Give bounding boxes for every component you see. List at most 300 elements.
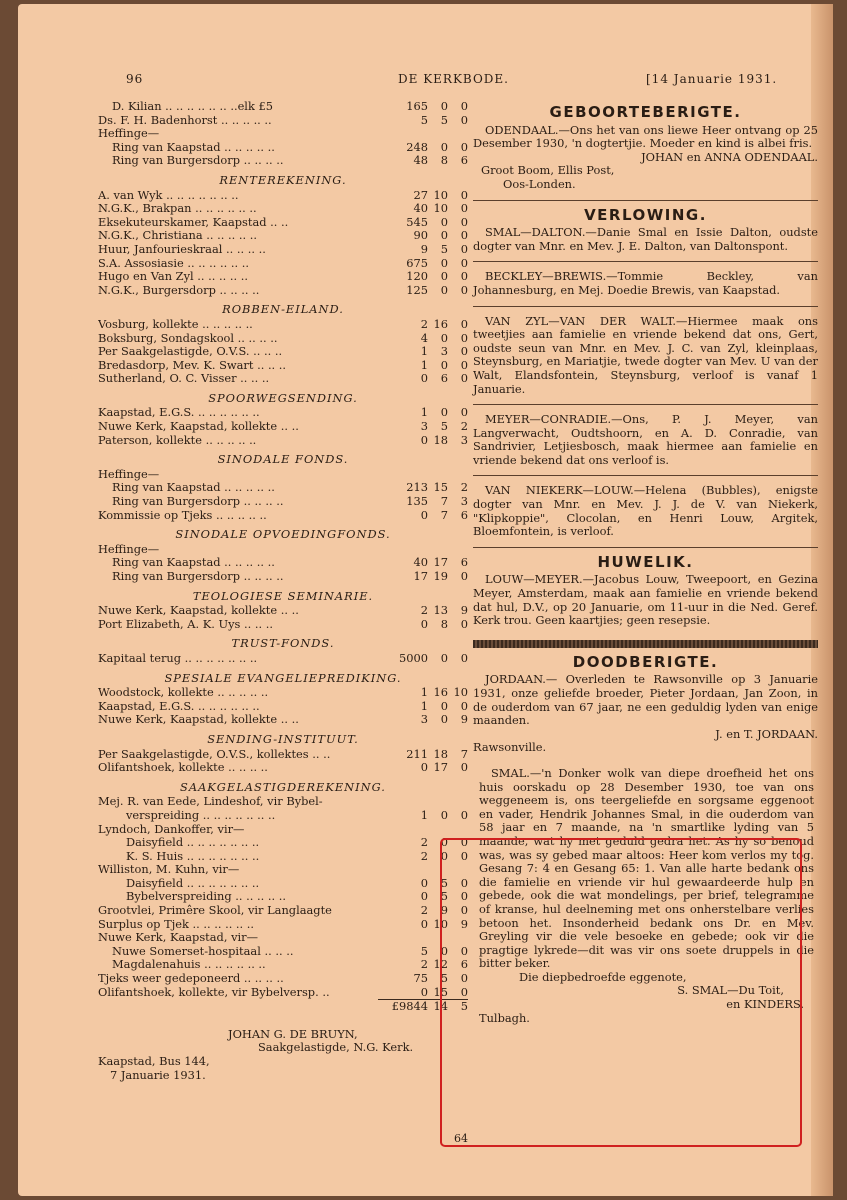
signatory-name: JOHAN G. DE BRUYN, <box>228 1026 358 1041</box>
wedding-notice: LOUW—MEYER.—Jacobus Louw, Tweepoort, en Gezina Meyer, Amsterdam, maak aan famielie en vriende bekend dat hul, D.V., op 20 Januarie, om 11-uur in die Ned. Geref. Kerk trou. Geen kaartjies; geen resepsie. <box>473 572 818 628</box>
account-amount <box>386 406 468 420</box>
amount-pounds: 90 <box>413 228 428 243</box>
death-notice-smal-signature-1: S. SMAL—Du Toit, <box>677 983 784 998</box>
wedding-heading: HUWELIK. <box>597 552 694 571</box>
account-section-title: RENTEREKENING. <box>219 172 347 187</box>
account-amount <box>386 270 468 284</box>
account-amount <box>386 154 468 168</box>
amount-pounds: 75 <box>413 971 428 986</box>
account-label: Port Elizabeth, A. K. Uys .. .. .. <box>98 617 273 631</box>
account-row <box>98 318 468 332</box>
amount-pounds: 0 <box>420 507 428 522</box>
account-row <box>98 202 468 216</box>
amount-shillings: 17 <box>433 760 448 775</box>
account-section-title: TEOLOGIESE SEMINARIE. <box>192 588 374 603</box>
printer-mark: 64 <box>454 1132 468 1145</box>
highlight-box <box>440 835 802 1147</box>
account-row <box>98 972 468 986</box>
accounts-total-row <box>98 1000 468 1014</box>
amount-shillings: 7 <box>440 494 448 509</box>
amount-pounds <box>386 823 428 837</box>
account-label: Ring van Kaapstad .. .. .. .. .. <box>112 481 275 495</box>
amount-pounds <box>386 863 428 877</box>
total-pence: 5 <box>460 999 468 1014</box>
account-row <box>98 836 468 850</box>
amount-pence: 0 <box>460 875 468 890</box>
account-row <box>98 345 468 359</box>
amount-shillings: 6 <box>440 371 448 386</box>
account-row <box>98 700 468 714</box>
amount-pounds: 125 <box>406 282 428 297</box>
engagement-notice: SMAL—DALTON.—Danie Smal en Issie Dalton, oudste dogter van Mnr. en Mev. J. E. Dalton, van Daltonspont. <box>473 225 818 253</box>
amount-pounds: 40 <box>413 555 428 570</box>
account-label: Ring van Kaapstad .. .. .. .. .. <box>112 556 275 570</box>
amount-pence: 0 <box>460 99 468 113</box>
amount-shillings: 0 <box>440 99 448 113</box>
amount-pence: 0 <box>460 241 468 256</box>
account-label: Surplus op Tjek .. .. .. .. .. .. <box>98 917 255 931</box>
amount-pounds: 3 <box>420 419 428 434</box>
account-label: Mej. R. van Eede, Lindeshof, vir Bybel- <box>98 795 323 809</box>
amount-pence: 0 <box>460 112 468 127</box>
amount-shillings: 7 <box>440 507 448 522</box>
account-label: Ring van Burgersdorp .. .. .. .. <box>112 154 284 168</box>
account-label: N.G.K., Burgersdorp .. .. .. .. <box>98 283 260 297</box>
account-label: Heffinge— <box>98 127 160 141</box>
account-amount <box>386 509 468 523</box>
account-row <box>98 904 468 918</box>
account-label: Eksekuteurskamer, Kaapstad .. .. <box>98 215 289 229</box>
amount-pounds: 5 <box>420 112 428 127</box>
amount-shillings: 0 <box>440 698 448 713</box>
account-amount <box>386 420 468 434</box>
amount-pounds: 1 <box>420 405 428 420</box>
amount-pounds: 0 <box>420 875 428 890</box>
account-label: Hugo en Van Zyl .. .. .. .. .. <box>98 270 248 284</box>
amount-pence: 0 <box>460 282 468 297</box>
amount-pence: 9 <box>460 712 468 727</box>
account-label: S.A. Assosiasie .. .. .. .. .. .. <box>98 256 249 270</box>
amount-pence: 0 <box>460 903 468 918</box>
account-label: N.G.K., Christiana .. .. .. .. .. <box>98 229 257 243</box>
amount-pence: 0 <box>460 255 468 270</box>
account-label: Tjeks weer gedeponeerd .. .. .. .. <box>98 972 284 986</box>
amount-pounds: 9 <box>420 241 428 256</box>
death-notice-smal-closing: Die diepbedroefde eggenote, <box>519 969 687 984</box>
amount-shillings: 0 <box>440 282 448 297</box>
amount-shillings: 5 <box>440 241 448 256</box>
amount-shillings: 18 <box>433 746 448 761</box>
account-label: Olifantshoek, kollekte .. .. .. .. <box>98 761 268 775</box>
amount-shillings: 0 <box>440 807 448 822</box>
account-amount <box>386 795 468 809</box>
account-section-title: SINODALE OPVOEDINGFONDS. <box>175 527 391 542</box>
account-row <box>98 332 468 346</box>
account-row <box>98 823 468 837</box>
account-label: Ring van Burgersdorp .. .. .. .. <box>112 495 284 509</box>
account-amount <box>386 761 468 775</box>
amount-shillings <box>428 127 448 141</box>
amount-pounds: 2 <box>420 903 428 918</box>
account-label: A. van Wyk .. .. .. .. .. .. .. <box>98 188 239 202</box>
amount-pounds: 248 <box>406 139 428 154</box>
amount-pence: 6 <box>460 507 468 522</box>
amount-shillings: 0 <box>440 848 448 863</box>
issue-date: [14 Januarie 1931. <box>646 72 778 86</box>
amount-pence: 0 <box>460 357 468 372</box>
amount-shillings: 0 <box>440 269 448 284</box>
amount-shillings: 16 <box>433 316 448 331</box>
account-label: Kommissie op Tjeks .. .. .. .. .. <box>98 508 267 522</box>
amount-shillings: 16 <box>433 685 448 700</box>
account-amount <box>386 359 468 373</box>
amount-pence: 0 <box>460 405 468 420</box>
account-amount <box>386 216 468 230</box>
divider <box>473 404 818 405</box>
account-row <box>98 495 468 509</box>
amount-shillings: 0 <box>440 357 448 372</box>
amount-pence: 0 <box>460 616 468 631</box>
account-row <box>98 154 468 168</box>
account-label: Williston, M. Kuhn, vir— <box>98 863 240 877</box>
amount-pounds: 5000 <box>399 650 428 665</box>
account-amount <box>386 141 468 155</box>
divider <box>473 200 818 201</box>
amount-shillings <box>428 823 448 837</box>
amount-pence: 0 <box>460 971 468 986</box>
births-heading: GEBOORTEBERIGTE. <box>549 103 742 121</box>
account-label: Bybelverspreiding .. .. .. .. .. <box>126 890 286 904</box>
account-row <box>98 189 468 203</box>
account-amount <box>386 652 468 666</box>
account-amount <box>386 345 468 359</box>
account-label: D. Kilian .. .. .. .. .. .. ..elk £5 <box>112 100 273 113</box>
account-label: Huur, Janfourieskraal .. .. .. .. <box>98 242 266 256</box>
account-label: Ds. F. H. Badenhorst .. .. .. .. .. <box>98 113 272 127</box>
account-label: Daisyfield .. .. .. .. .. .. .. <box>126 876 260 890</box>
amount-pence: 0 <box>460 650 468 665</box>
birth-notice-address-2: Oos-Londen. <box>503 176 576 191</box>
amount-pounds: 0 <box>420 616 428 631</box>
engagement-notice: VAN ZYL—VAN DER WALT.—Hiermee maak ons tweetjies aan famielie en vriende bekend dat ons, Gert, oudste seun van Mnr. en Mev. J. C. van Zyl, kleinplaas, Steynsburg, en Mariatjie, twede dogter van Mev. U van der Walt, Elandsfontein, Steynsburg, verloof is vanaf 1 Januarie. <box>473 313 818 396</box>
death-notice-smal-place: Tulbagh. <box>479 1010 530 1025</box>
amount-shillings: 10 <box>433 916 448 931</box>
birth-notice: ODENDAAL.—Ons het van ons liewe Heer ontvang op 25 Desember 1930, 'n dogtertjie. Moeder en kind is albei fris. <box>473 122 818 151</box>
account-row <box>98 604 468 618</box>
amount-pence: 0 <box>460 943 468 958</box>
account-amount <box>386 284 468 298</box>
account-amount <box>386 556 468 570</box>
amount-shillings <box>428 795 448 809</box>
amount-pence: 9 <box>460 916 468 931</box>
account-row <box>98 141 468 155</box>
account-amount <box>386 700 468 714</box>
account-amount <box>386 318 468 332</box>
amount-shillings: 0 <box>440 943 448 958</box>
amount-shillings: 0 <box>440 255 448 270</box>
divider <box>473 306 818 307</box>
amount-pounds: 1 <box>420 344 428 359</box>
account-section-title: SINODALE FONDS. <box>217 452 349 467</box>
account-amount <box>386 686 468 700</box>
account-section-title: ROBBEN-EILAND. <box>222 302 344 317</box>
amount-pounds: 0 <box>420 889 428 904</box>
account-row <box>98 761 468 775</box>
amount-pence <box>448 823 468 837</box>
amount-shillings: 10 <box>433 201 448 216</box>
account-label: Nuwe Kerk, Kaapstad, kollekte .. .. <box>98 420 299 434</box>
account-label: Sutherland, O. C. Visser .. .. .. <box>98 372 270 386</box>
amount-pence <box>448 543 468 557</box>
account-amount <box>386 468 468 482</box>
amount-pence: 0 <box>460 344 468 359</box>
amount-pence: 0 <box>460 316 468 331</box>
account-label: Heffinge— <box>98 542 160 556</box>
amount-pence <box>448 795 468 809</box>
account-row <box>98 243 468 257</box>
amount-pounds: 135 <box>406 494 428 509</box>
amount-shillings: 0 <box>440 712 448 727</box>
account-row <box>98 877 468 891</box>
account-amount <box>386 229 468 243</box>
account-row <box>98 618 468 632</box>
account-label: verspreiding .. .. .. .. .. .. .. <box>126 808 276 822</box>
account-row <box>98 556 468 570</box>
account-label: Nuwe Kerk, Kaapstad, vir— <box>98 931 258 945</box>
amount-pence: 0 <box>460 569 468 583</box>
amount-pounds: 4 <box>420 330 428 345</box>
amount-pence: 0 <box>460 835 468 850</box>
account-section-title: SPESIALE EVANGELIEPREDIKING. <box>164 670 402 685</box>
amount-pounds <box>386 931 428 945</box>
account-row <box>98 931 468 945</box>
engagement-notice: BECKLEY—BREWIS.—Tommie Beckley, van Johannesburg, en Mej. Doedie Brewis, van Kaapstad. <box>473 269 818 297</box>
account-label: Kapitaal terug .. .. .. .. .. .. .. <box>98 651 258 665</box>
decorative-band <box>473 640 818 648</box>
account-label: Nuwe Somerset-hospitaal .. .. .. <box>112 944 294 958</box>
account-row <box>98 652 468 666</box>
amount-shillings: 19 <box>433 569 448 583</box>
amount-shillings: 0 <box>440 139 448 154</box>
amount-shillings: 5 <box>440 875 448 890</box>
account-label: Lyndoch, Dankoffer, vir— <box>98 822 245 836</box>
total-shillings: 14 <box>433 999 448 1014</box>
engagement-notices <box>473 226 818 548</box>
amount-shillings: 0 <box>440 228 448 243</box>
amount-shillings: 15 <box>433 984 448 999</box>
accounts-sections <box>98 174 468 999</box>
signatory-date: 7 Januarie 1931. <box>110 1067 206 1082</box>
account-row <box>98 468 468 482</box>
amount-pence: 2 <box>460 480 468 495</box>
amount-pounds: 165 <box>406 99 428 113</box>
amount-pounds: 0 <box>420 916 428 931</box>
account-row <box>98 372 468 386</box>
amount-pounds: 27 <box>413 187 428 202</box>
engagement-notice: MEYER—CONRADIE.—Ons, P. J. Meyer, van Langverwacht, Oudtshoorn, en A. D. Conradie, van Sandrivier, Letjiesbosch, maak hiermee aan famielie en vriende bekend dat ons verloof is. <box>473 412 818 467</box>
account-label: Ring van Burgersdorp .. .. .. .. <box>112 570 284 583</box>
amount-pounds <box>386 795 428 809</box>
amount-pence: 10 <box>453 685 468 700</box>
account-row <box>98 543 468 557</box>
account-amount <box>386 243 468 257</box>
amount-pounds: 0 <box>420 432 428 447</box>
account-amount <box>386 202 468 216</box>
account-amount <box>386 481 468 495</box>
account-row <box>98 420 468 434</box>
amount-pounds: 0 <box>420 760 428 775</box>
account-row <box>98 713 468 727</box>
account-row <box>98 127 468 141</box>
amount-shillings: 12 <box>433 957 448 972</box>
account-row <box>98 986 468 1000</box>
account-label: Bredasdorp, Mev. K. Swart .. .. .. <box>98 358 287 372</box>
amount-pounds: 213 <box>406 480 428 495</box>
amount-pence: 0 <box>460 760 468 775</box>
amount-pounds: 2 <box>420 603 428 618</box>
amount-shillings: 0 <box>440 650 448 665</box>
account-row <box>98 748 468 762</box>
amount-pence: 0 <box>460 371 468 386</box>
account-amount <box>386 823 468 837</box>
account-row <box>98 509 468 523</box>
amount-pounds: 48 <box>413 153 428 168</box>
amount-shillings: 10 <box>433 187 448 202</box>
amount-pence: 0 <box>460 848 468 863</box>
amount-pounds: 1 <box>420 698 428 713</box>
account-row <box>98 570 468 584</box>
amount-pence: 0 <box>460 984 468 999</box>
amount-pence: 0 <box>460 201 468 216</box>
account-label: Boksburg, Sondagskool .. .. .. .. <box>98 331 278 345</box>
account-label: Kaapstad, E.G.S. .. .. .. .. .. .. <box>98 699 260 713</box>
account-row <box>98 216 468 230</box>
account-amount <box>386 604 468 618</box>
account-label: Olifantshoek, kollekte, vir Bybelversp. .. <box>98 985 330 999</box>
amount-pence: 0 <box>460 889 468 904</box>
death-notice-jordaan: JORDAAN.— Overleden te Rawsonville op 3 Januarie 1931, onze geliefde broeder, Pieter Jordaan, Jan Zoon, in de ouderdom van 67 jaar, ne een geduldig lyden van enige maanden. <box>473 672 818 728</box>
account-amount <box>386 372 468 386</box>
account-label: Per Saakgelastigde, O.V.S., kollektes .. .. <box>98 747 331 761</box>
account-row <box>98 229 468 243</box>
amount-shillings: 8 <box>440 153 448 168</box>
account-label: Magdalenahuis .. .. .. .. .. .. <box>112 958 266 972</box>
account-row <box>98 958 468 972</box>
engagement-notice: VAN NIEKERK—LOUW.—Helena (Bubbles), enigste dogter van Mnr. en Mev. J. J. de V. van Niekerk, "Klipkoppie", Clocolan, en Henri Louw, Argitek, Bloemfontein, is verloof. <box>473 483 818 539</box>
amount-shillings: 0 <box>440 214 448 229</box>
total-pounds: £9844 <box>391 999 428 1014</box>
amount-pence: 6 <box>460 555 468 570</box>
amount-pounds: 40 <box>413 201 428 216</box>
account-label: Nuwe Kerk, Kaapstad, kollekte .. .. <box>98 604 299 618</box>
accounts-top-list <box>98 100 468 168</box>
amount-pence: 0 <box>460 214 468 229</box>
amount-pounds: 0 <box>420 984 428 999</box>
account-label: Nuwe Kerk, Kaapstad, kollekte .. .. <box>98 713 299 727</box>
amount-pence: 0 <box>460 330 468 345</box>
deaths-heading: DOODBERIGTE. <box>572 652 719 671</box>
account-row <box>98 918 468 932</box>
amount-pounds: 2 <box>420 957 428 972</box>
account-label: Grootvlei, Primêre Skool, vir Langlaagte <box>98 904 332 918</box>
account-row <box>98 270 468 284</box>
amount-pence <box>448 127 468 141</box>
divider <box>473 475 818 476</box>
amount-shillings: 5 <box>440 419 448 434</box>
amount-pounds: 0 <box>420 371 428 386</box>
account-row <box>98 795 468 809</box>
amount-pounds <box>386 127 428 141</box>
account-row <box>98 890 468 904</box>
amount-pence: 3 <box>460 494 468 509</box>
account-section-title: SPOORWEGSENDING. <box>208 390 358 405</box>
amount-pounds <box>386 468 428 482</box>
amount-shillings: 18 <box>433 432 448 447</box>
account-amount <box>386 100 468 114</box>
divider <box>473 547 818 548</box>
account-label: K. S. Huis .. .. .. .. .. .. .. <box>126 849 260 863</box>
amount-pence: 3 <box>460 432 468 447</box>
account-row <box>98 257 468 271</box>
amount-pence: 0 <box>460 807 468 822</box>
account-amount <box>386 618 468 632</box>
account-label: Woodstock, kollekte .. .. .. .. .. <box>98 686 269 700</box>
account-amount <box>386 189 468 203</box>
account-row <box>98 406 468 420</box>
account-section-title: TRUST-FONDS. <box>231 636 335 651</box>
amount-pounds: 3 <box>420 712 428 727</box>
amount-pence: 2 <box>460 419 468 434</box>
amount-pence: 6 <box>460 957 468 972</box>
page-number: 96 <box>126 72 144 86</box>
account-row <box>98 481 468 495</box>
amount-pence: 0 <box>460 139 468 154</box>
amount-pounds: 675 <box>406 255 428 270</box>
amount-shillings <box>428 543 448 557</box>
amount-shillings: 5 <box>440 112 448 127</box>
amount-pence: 0 <box>460 698 468 713</box>
accounts-column <box>98 100 468 1082</box>
account-section-title: SENDING-INSTITUUT. <box>207 731 359 746</box>
account-amount <box>386 495 468 509</box>
amount-shillings: 0 <box>440 405 448 420</box>
signatory-title: Saakgelastigde, N.G. Kerk. <box>258 1040 414 1055</box>
amount-pounds: 2 <box>420 316 428 331</box>
amount-pounds: 1 <box>420 807 428 822</box>
account-row <box>98 359 468 373</box>
account-amount <box>386 332 468 346</box>
account-label: Heffinge— <box>98 467 160 481</box>
amount-pence: 7 <box>460 746 468 761</box>
engagements-heading: VERLOWING. <box>584 205 707 224</box>
birth-notice-signature: JOHAN en ANNA ODENDAAL. <box>641 149 818 164</box>
account-label: Ring van Kaapstad .. .. .. .. .. <box>112 140 275 154</box>
account-row <box>98 850 468 864</box>
amount-pounds: 1 <box>420 357 428 372</box>
amount-pounds: 1 <box>420 685 428 700</box>
account-amount <box>386 114 468 128</box>
amount-pence: 9 <box>460 603 468 618</box>
account-row <box>98 863 468 877</box>
amount-pounds: 5 <box>420 943 428 958</box>
divider <box>473 261 818 262</box>
account-label: Kaapstad, E.G.S. .. .. .. .. .. .. <box>98 406 260 420</box>
account-amount <box>386 809 468 823</box>
signatory-address: Kaapstad, Bus 144, <box>98 1054 210 1068</box>
account-amount <box>386 257 468 271</box>
amount-pounds: 211 <box>406 746 428 761</box>
account-row <box>98 945 468 959</box>
